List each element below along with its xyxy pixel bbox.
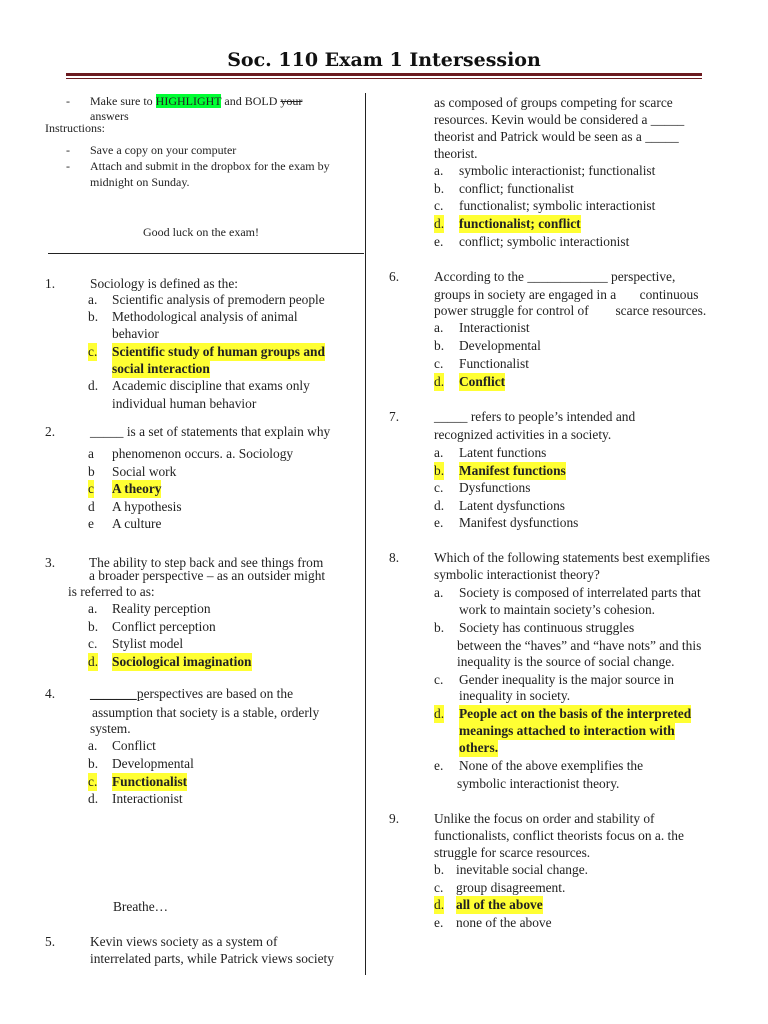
option-text: symbolic interactionist; functionalist bbox=[459, 163, 656, 178]
option-text: work to maintain society’s cohesion. bbox=[459, 602, 655, 617]
option-letter: a. bbox=[88, 738, 98, 753]
instruction-text: Attach and submit in the dropbox for the exam by bbox=[90, 159, 330, 173]
option-letter: c. bbox=[434, 356, 444, 371]
option-letter-answer: c. bbox=[88, 344, 98, 359]
answer-option-text: others. bbox=[459, 740, 499, 755]
question-number: 7. bbox=[389, 409, 400, 424]
instruction-text: and BOLD bbox=[224, 94, 278, 108]
answer-option-text: Sociological imagination bbox=[112, 654, 252, 669]
question-number: 6. bbox=[389, 269, 400, 284]
instruction-text: Make sure to bbox=[90, 94, 153, 108]
option-text: Dysfunctions bbox=[459, 480, 531, 495]
option-letter: b. bbox=[88, 756, 99, 771]
option-letter: d. bbox=[434, 498, 445, 513]
instruction-text: midnight on Sunday. bbox=[90, 175, 190, 189]
question-number: 4. bbox=[45, 686, 56, 701]
option-text: Conflict perception bbox=[112, 619, 216, 634]
option-text: Manifest dysfunctions bbox=[459, 515, 579, 530]
option-letter: c. bbox=[434, 480, 444, 495]
question-number: 2. bbox=[45, 424, 56, 439]
question-stem: groups in society are engaged in a continuous bbox=[434, 287, 699, 302]
option-letter: b. bbox=[434, 620, 445, 635]
answer-option-text: functionalist; conflict bbox=[459, 216, 581, 231]
option-text: A culture bbox=[112, 516, 162, 531]
question-stem: interrelated parts, while Patrick views society bbox=[90, 951, 334, 966]
option-letter: c. bbox=[434, 198, 444, 213]
question-stem: The ability to step back and see things from bbox=[89, 555, 324, 570]
option-letter: a. bbox=[88, 601, 98, 616]
option-letter-answer: d. bbox=[434, 374, 445, 389]
question-number: 5. bbox=[45, 934, 56, 949]
question-stem: assumption that society is a stable, orderly bbox=[92, 705, 320, 720]
answer-option-text: Functionalist bbox=[112, 774, 188, 789]
question-number: 8. bbox=[389, 550, 400, 565]
option-text: Interactionist bbox=[459, 320, 530, 335]
option-letter: b. bbox=[434, 338, 445, 353]
bullet-dash: - bbox=[66, 159, 70, 173]
question-stem: resources. Kevin would be considered a _____ bbox=[434, 112, 685, 127]
option-text: Conflict bbox=[112, 738, 156, 753]
option-text: Gender inequality is the major source in bbox=[459, 672, 674, 687]
highlight-word: HIGHLIGHT bbox=[155, 94, 222, 108]
option-letter: e. bbox=[434, 515, 444, 530]
page-title: Soc. 110 Exam 1 Intersession bbox=[227, 49, 541, 71]
question-number: 1. bbox=[45, 276, 56, 291]
option-letter: a. bbox=[434, 585, 444, 600]
answer-option-text: People act on the basis of the interpreted bbox=[459, 706, 692, 721]
option-text: None of the above exemplifies the bbox=[459, 758, 644, 773]
option-text: conflict; symbolic interactionist bbox=[459, 234, 630, 249]
option-letter: b bbox=[88, 464, 95, 479]
option-text: inequality is the source of social change. bbox=[457, 654, 675, 669]
option-letter: a. bbox=[434, 163, 444, 178]
bullet-dash: - bbox=[66, 143, 70, 157]
question-stem: power struggle for control of scarce resources. bbox=[434, 303, 707, 318]
option-letter: a. bbox=[434, 320, 444, 335]
option-letter: a. bbox=[88, 292, 98, 307]
option-text: behavior bbox=[112, 326, 159, 341]
option-letter: c. bbox=[88, 636, 98, 651]
option-letter: a. bbox=[434, 445, 444, 460]
option-text: symbolic interactionist theory. bbox=[457, 776, 620, 791]
question-stem: Unlike the focus on order and stability of bbox=[434, 811, 655, 826]
stem-text: erspectives are based on the bbox=[143, 686, 294, 701]
option-text: Functionalist bbox=[459, 356, 529, 371]
option-letter-answer: d. bbox=[434, 706, 445, 721]
option-text: A hypothesis bbox=[112, 499, 182, 514]
option-text: Society has continuous struggles bbox=[459, 620, 635, 635]
answer-option-text: social interaction bbox=[112, 361, 210, 376]
option-text: functionalist; symbolic interactionist bbox=[459, 198, 656, 213]
option-letter: e. bbox=[434, 915, 444, 930]
instruction-text: Save a copy on your computer bbox=[90, 143, 237, 157]
question-stem: is referred to as: bbox=[68, 584, 155, 599]
instructions-divider bbox=[48, 253, 364, 254]
answer-option-text: Conflict bbox=[459, 374, 506, 389]
option-letter: e. bbox=[434, 234, 444, 249]
option-text: Interactionist bbox=[112, 791, 183, 806]
option-letter-answer: c. bbox=[88, 774, 98, 789]
question-stem: theorist. bbox=[434, 146, 478, 161]
question-stem: theorist and Patrick would be seen as a _____ bbox=[434, 129, 679, 144]
option-text: between the “haves” and “have nots” and this bbox=[457, 638, 702, 653]
option-letter-answer: d. bbox=[434, 216, 445, 231]
option-letter: d. bbox=[88, 791, 99, 806]
question-stem: Sociology is defined as the: bbox=[90, 276, 239, 291]
option-text: group disagreement. bbox=[456, 880, 566, 895]
option-letter-answer: b. bbox=[434, 463, 445, 478]
option-letter-answer: d. bbox=[434, 897, 445, 912]
answer-option-text: Manifest functions bbox=[459, 463, 566, 478]
option-text: Developmental bbox=[112, 756, 194, 771]
option-text: Society is composed of interrelated parts that bbox=[459, 585, 701, 600]
answer-option-text: all of the above bbox=[456, 897, 543, 912]
question-stem: system. bbox=[90, 721, 131, 736]
column-divider bbox=[365, 93, 366, 975]
question-stem: symbolic interactionist theory? bbox=[434, 567, 600, 582]
option-text: none of the above bbox=[456, 915, 552, 930]
answer-option-text: A theory bbox=[112, 481, 162, 496]
option-text: Academic discipline that exams only bbox=[112, 378, 310, 393]
option-letter: b. bbox=[88, 309, 99, 324]
question-stem: Which of the following statements best exemplifies bbox=[434, 550, 710, 565]
option-letter: b. bbox=[434, 862, 445, 877]
question-stem: _____ refers to people’s intended and bbox=[434, 409, 636, 424]
instruction-text: answers bbox=[90, 109, 129, 123]
option-text: Methodological analysis of animal bbox=[112, 309, 298, 324]
option-letter: d. bbox=[88, 378, 99, 393]
instructions-label: Instructions: bbox=[45, 121, 105, 135]
option-letter: b. bbox=[88, 619, 99, 634]
option-letter: b. bbox=[434, 181, 445, 196]
question-number: 9. bbox=[389, 811, 400, 826]
question-stem: functionalists, conflict theorists focus on a. the bbox=[434, 828, 684, 843]
answer-option-text: Scientific study of human groups and bbox=[112, 344, 325, 359]
option-letter: d bbox=[88, 499, 95, 514]
question-stem: struggle for scarce resources. bbox=[434, 845, 591, 860]
question-stem: _____ is a set of statements that explain why bbox=[90, 424, 331, 439]
good-luck-text: Good luck on the exam! bbox=[143, 225, 259, 239]
question-stem: recognized activities in a society. bbox=[434, 427, 612, 442]
option-text: Social work bbox=[112, 464, 177, 479]
option-text: individual human behavior bbox=[112, 396, 257, 411]
option-letter: e bbox=[88, 516, 94, 531]
option-text: Developmental bbox=[459, 338, 541, 353]
option-letter: e. bbox=[434, 758, 444, 773]
option-text: Stylist model bbox=[112, 636, 184, 651]
option-letter: a bbox=[88, 446, 94, 461]
question-stem: as composed of groups competing for scarce bbox=[434, 95, 673, 110]
option-letter: c. bbox=[434, 880, 444, 895]
option-text: conflict; functionalist bbox=[459, 181, 574, 196]
answer-option-text: meanings attached to interaction with bbox=[459, 723, 675, 738]
option-text: inevitable social change. bbox=[456, 862, 588, 877]
option-letter: c. bbox=[434, 672, 444, 687]
option-text: Latent dysfunctions bbox=[459, 498, 565, 513]
option-text: Reality perception bbox=[112, 601, 211, 616]
question-stem: Kevin views society as a system of bbox=[90, 934, 278, 949]
question-stem: According to the ____________ perspective, bbox=[434, 269, 676, 284]
bullet-dash: - bbox=[66, 94, 70, 108]
title-rule-thin bbox=[66, 78, 702, 79]
question-stem bbox=[90, 685, 293, 703]
option-text: phenomenon occurs. a. Sociology bbox=[112, 446, 294, 461]
option-letter-answer: c bbox=[88, 481, 94, 496]
question-number: 3. bbox=[45, 555, 56, 570]
option-letter-answer: d. bbox=[88, 654, 99, 669]
instruction-highlight-bold bbox=[90, 93, 302, 109]
option-text: inequality in society. bbox=[459, 688, 571, 703]
breathe-text: Breathe… bbox=[113, 899, 169, 914]
option-text: Latent functions bbox=[459, 445, 547, 460]
question-stem: a broader perspective – as an outsider might bbox=[89, 568, 326, 583]
title-rule-thick bbox=[66, 73, 702, 76]
struck-word: your bbox=[280, 94, 303, 108]
option-text: Scientific analysis of premodern people bbox=[112, 292, 325, 307]
blank: _______p bbox=[90, 686, 144, 701]
